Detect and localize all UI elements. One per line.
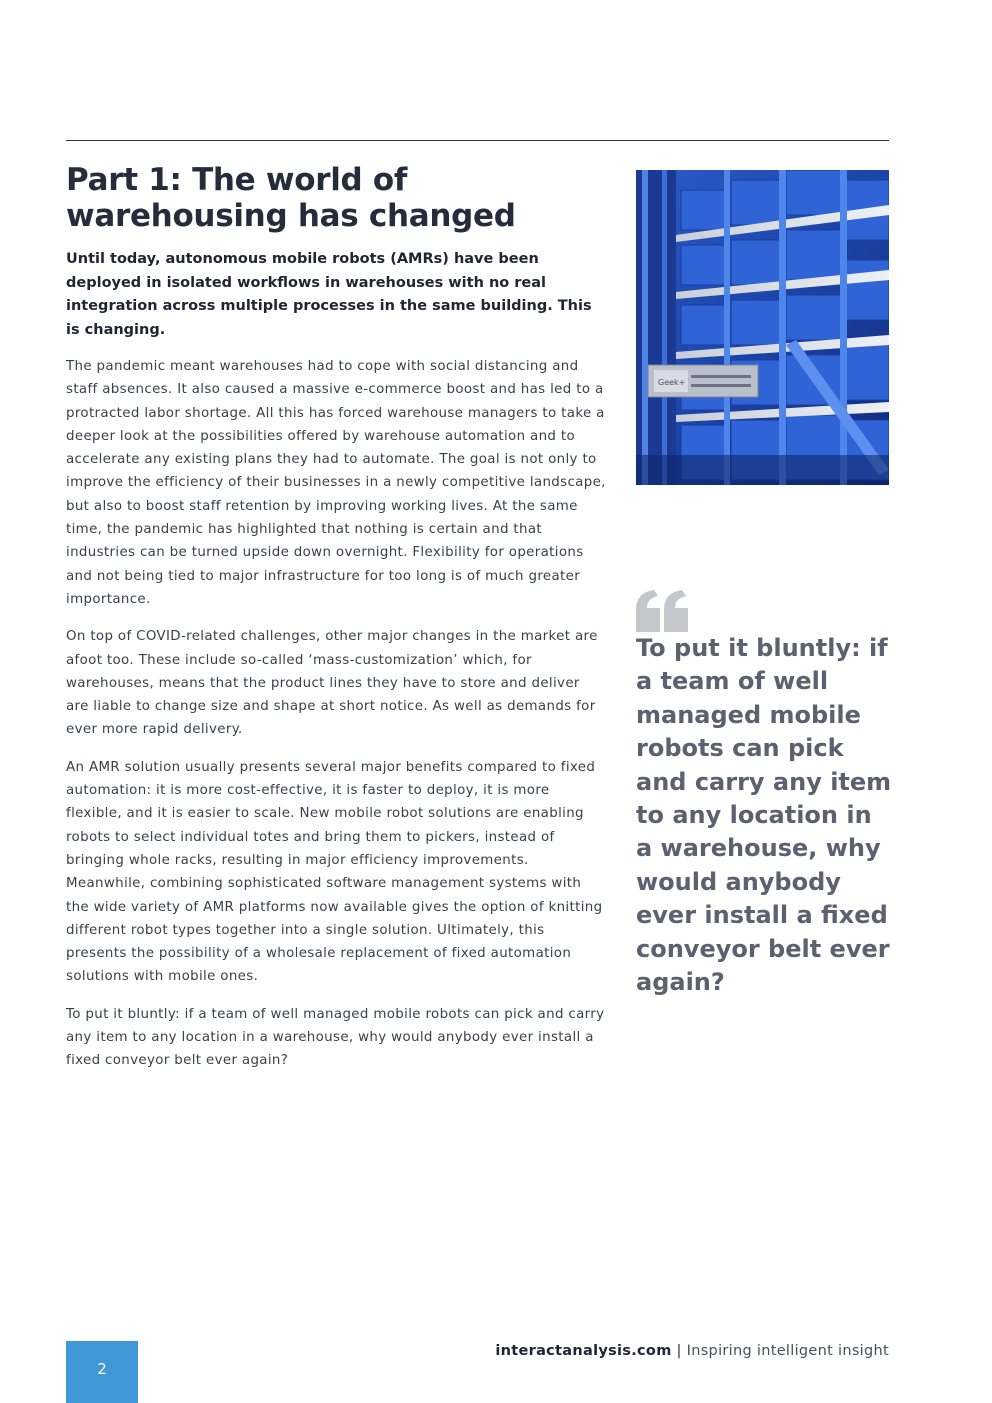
- warehouse-photo: [636, 170, 889, 485]
- body-paragraph-1: The pandemic meant warehouses had to cope with social distancing and staff absences. It also caused a massive e-commerce boost and has led to a protracted labor shortage. All this has forced warehouse managers to take a deeper look at the possibilities offered by warehouse automation and to accelerate any existing plans they had to automate. The goal is not only to improve the efficiency of their businesses in a newly competitive landscape, but also to boost staff retention by improving working lives. At the same time, the pandemic has highlighted that nothing is certain and that industries can be turned upside down overnight. Flexibility for operations and not being tied to major infrastructure for too long is of much greater importance.: [66, 359, 606, 607]
- page-title: Part 1: The world of warehousing has changed: [66, 162, 516, 234]
- page-number: 2: [97, 1360, 107, 1378]
- footer-separator: |: [676, 1343, 682, 1359]
- footer-tagline: Inspiring intelligent insight: [686, 1343, 889, 1359]
- pull-quote: To put it bluntly: if a team of well managed mobile robots can pick and carry any item to any location in a warehouse, why would anybody ever install a fixed conveyor belt ever again?: [636, 634, 892, 997]
- body-paragraph-4: To put it bluntly: if a team of well managed mobile robots can pick and carry any item to any location in a warehouse, why would anybody ever install a fixed conveyor belt ever again?: [66, 1006, 605, 1069]
- quote-mark-icon: [636, 590, 692, 632]
- footer-site-link[interactable]: interactanalysis.com: [495, 1343, 672, 1359]
- body-paragraph-3: An AMR solution usually presents several major benefits compared to fixed automation: it is more cost-effective, it is faster to deploy, it is more flexible, and it is easier to scale. New mobile robot solutions are enabling robots to select individual totes and bring them to pickers, instead of bringing whole racks, resulting in major efficiency improvements. Meanwhile, combining sophisticated software management systems with the wide variety of AMR platforms now available gives the option of knitting different robot types together into a single solution. Ultimately, this presents the possibility of a wholesale replacement of fixed automation solutions with mobile ones.: [66, 759, 603, 985]
- page-number-badge: [66, 1341, 138, 1403]
- robot-logo-text: Geek+: [658, 378, 686, 387]
- body-column: [66, 355, 606, 1087]
- body-paragraph-2: On top of COVID-related challenges, other major changes in the market are afoot too. These include so-called ‘mass-customization’ which, for warehouses, means that the product lines they have to store and deliver are liable to change size and shape at short notice. As well as demands for ever more rapid delivery.: [66, 629, 598, 738]
- header-rule: [66, 140, 889, 141]
- lead-paragraph: Until today, autonomous mobile robots (AMRs) have been deployed in isolated workflows in warehouses with no real integration across multiple processes in the same building. This is changing.: [66, 251, 592, 338]
- footer-branding: [495, 1341, 889, 1361]
